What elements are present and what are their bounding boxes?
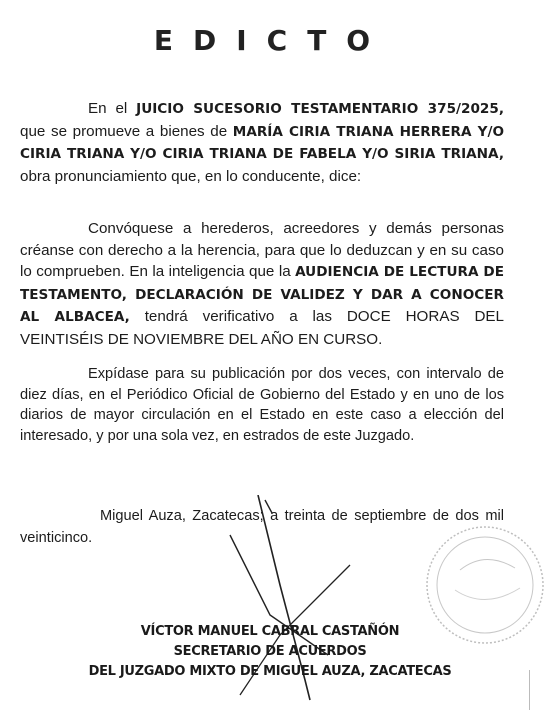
page-edge-mark (529, 670, 538, 710)
signer-name: VÍCTOR MANUEL CABRAL CASTAÑÓN (140, 624, 400, 639)
paragraph-case-intro (20, 98, 504, 187)
text: En el (88, 100, 137, 117)
case-number: JUICIO SUCESORIO TESTAMENTARIO 375/2025, (136, 101, 504, 117)
signer-court: DEL JUZGADO MIXTO DE MIGUEL AUZA, ZACATECAS (88, 664, 452, 679)
paragraph-convocation (20, 218, 504, 350)
text: Convóquese a herederos, acreedores y demás personas créanse con derecho a la herencia, para que lo deduzcan y en su caso lo comprueben. En la inteligencia que la (20, 220, 504, 280)
document-title: EDICTO (153, 24, 391, 57)
hearing-title: AUDIENCIA DE LECTURA DE TESTAMENTO, DECLARACIÓN DE VALIDEZ Y DAR A CONOCER AL ALBACEA, (20, 264, 504, 325)
deceased-names: MARÍA CIRIA TRIANA HERRERA Y/O CIRIA TRIANA Y/O CIRIA TRIANA DE FABELA Y/O SIRIA TRIANA, (20, 123, 504, 162)
court-seal-stamp (420, 520, 544, 650)
text: que se promueve a bienes de (20, 122, 233, 140)
text: obra pronunciamiento que, en lo conducente, dice: (20, 167, 362, 185)
paragraph-publication (20, 364, 504, 446)
text: Expídase para su publicación por dos veces, con intervalo de diez días, en el Periódico Oficial de Gobierno del Estado y en uno de los diarios de mayor circulación en el Estado en este caso a elección del interesado, y por una sola vez, en estrados de este Juzgado. (20, 366, 504, 444)
signer-role: SECRETARIO DE ACUERDOS (173, 644, 367, 659)
text: tendrá verificativo a las DOCE HORAS DEL VEINTISÉIS DE NOVIEMBRE DEL AÑO EN CURSO. (20, 308, 504, 348)
text: Miguel Auza, Zacatecas; a treinta de septiembre de dos mil veinticinco. (20, 508, 504, 546)
